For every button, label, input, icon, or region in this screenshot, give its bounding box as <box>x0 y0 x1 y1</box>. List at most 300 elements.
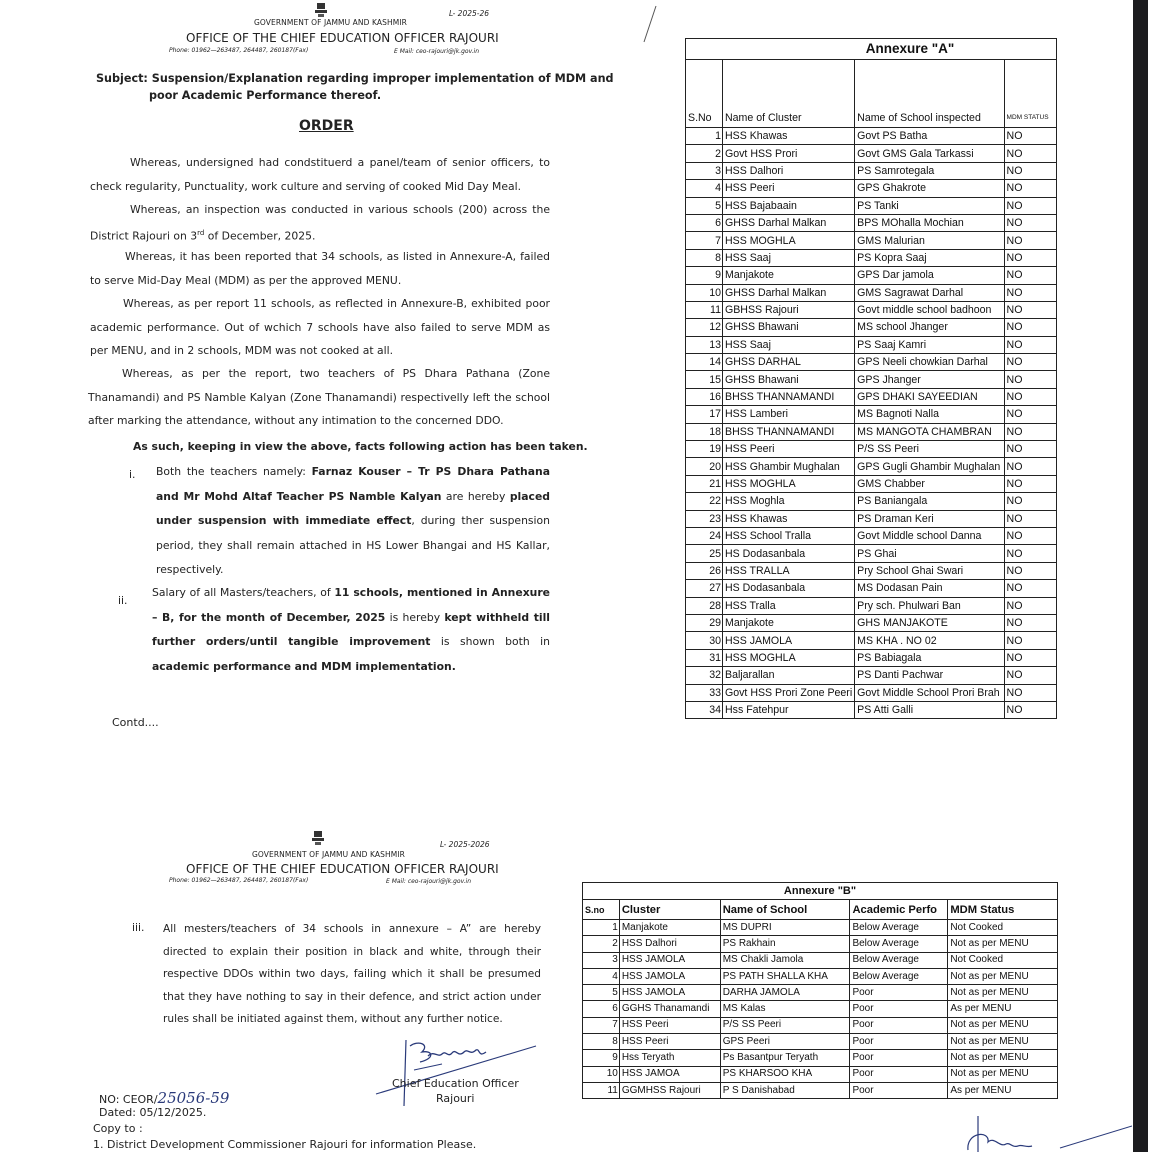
cell-school: PS Samrotegala <box>855 162 1004 179</box>
cell-mdm-status: NO <box>1004 614 1056 631</box>
cell-school: PS Kopra Saaj <box>855 249 1004 266</box>
cell-cluster: Manjakote <box>723 614 855 631</box>
office-phone: Phone: 01962—263487, 264487, 260187(Fax) <box>169 877 309 884</box>
cell-sno: 31 <box>686 649 723 666</box>
cell-cluster: HSS Peeri <box>723 180 855 197</box>
table-row <box>686 597 1057 614</box>
table-row <box>583 1034 1058 1050</box>
cell-cluster: HS Dodasanbala <box>723 580 855 597</box>
subject-line-2: poor Academic Performance thereof. <box>149 89 382 102</box>
cell-mdm-status: As per MENU <box>948 1001 1058 1017</box>
ordinal-suffix: rd <box>197 228 205 237</box>
cell-cluster: GHSS Darhal Malkan <box>723 214 855 231</box>
cell-cluster: BHSS THANNAMANDI <box>723 388 855 405</box>
cell-school: Ps Basantpur Teryath <box>720 1050 850 1066</box>
item-1-text-c: are hereby <box>441 489 510 503</box>
cell-mdm-status: NO <box>1004 162 1056 179</box>
table-row <box>686 562 1057 579</box>
cell-school: Govt Middle School Prori Brah <box>855 684 1004 701</box>
cell-school: PS Saaj Kamri <box>855 336 1004 353</box>
cell-sno: 10 <box>583 1066 620 1082</box>
header-mdm-status: MDM STATUS <box>1004 60 1056 128</box>
item-2-text-a: Salary of all Masters/teachers, of <box>152 586 335 599</box>
cell-sno: 4 <box>686 180 723 197</box>
copy-recipient-1: 1. District Development Commissioner Rajouri for information Please. <box>93 1138 477 1151</box>
cell-mdm-status: NO <box>1004 354 1056 371</box>
table-row <box>686 214 1057 231</box>
letter-number: L- 2025-2026 <box>440 840 490 849</box>
table-row <box>686 319 1057 336</box>
cell-mdm-status: As per MENU <box>948 1082 1058 1098</box>
cell-school: GPS Peeri <box>720 1034 850 1050</box>
table-row <box>686 162 1057 179</box>
cell-academic-performance: Below Average <box>850 952 948 968</box>
item-1-teachers: Farnaz Kouser – Tr PS Dhara Pathana and Mr Mohd Altaf Teacher PS Namble Kalyan <box>156 465 551 503</box>
cell-sno: 18 <box>686 423 723 440</box>
table-row <box>583 985 1058 1001</box>
header-cluster: Cluster <box>619 900 720 920</box>
cell-academic-performance: Poor <box>850 1066 948 1082</box>
cell-mdm-status: Not as per MENU <box>948 1034 1058 1050</box>
cell-mdm-status: NO <box>1004 301 1056 318</box>
annexure-a-body <box>686 128 1057 719</box>
cell-school: P/S SS Peeri <box>720 1017 850 1033</box>
table-row <box>686 197 1057 214</box>
table-row <box>686 336 1057 353</box>
cell-sno: 14 <box>686 354 723 371</box>
cell-academic-performance: Poor <box>850 985 948 1001</box>
table-row <box>686 667 1057 684</box>
cell-cluster: HSS Ghambir Mughalan <box>723 458 855 475</box>
cell-cluster: HSS Tralla <box>723 597 855 614</box>
table-row <box>583 952 1058 968</box>
item-1-text-a: Both the teachers namely: <box>156 465 312 478</box>
cell-sno: 8 <box>583 1034 620 1050</box>
cell-mdm-status: NO <box>1004 510 1056 527</box>
order-number <box>99 1089 229 1107</box>
annexure-a-title-row <box>686 39 1057 60</box>
cell-cluster: HSS Dalhori <box>723 162 855 179</box>
cell-cluster: HSS Saaj <box>723 249 855 266</box>
cell-mdm-status: NO <box>1004 319 1056 336</box>
table-row <box>686 388 1057 405</box>
table-row <box>583 936 1058 952</box>
table-row <box>686 301 1057 318</box>
cell-school: PS Babiagala <box>855 649 1004 666</box>
cell-sno: 9 <box>583 1050 620 1066</box>
cell-cluster: HSS JAMOLA <box>619 952 720 968</box>
cell-mdm-status: NO <box>1004 214 1056 231</box>
cell-cluster: HSS Dalhori <box>619 936 720 952</box>
item-1-text-e: , during ther suspension period, they shall remain attached in HS Lower Bhangai and HS Kallar, respectively. <box>156 514 550 576</box>
cell-cluster: GHSS Bhawani <box>723 319 855 336</box>
cell-school: PS Tanki <box>855 197 1004 214</box>
cell-mdm-status: NO <box>1004 493 1056 510</box>
cell-cluster: HSS School Tralla <box>723 527 855 544</box>
cell-sno: 2 <box>686 145 723 162</box>
cell-sno: 3 <box>583 952 620 968</box>
cell-sno: 19 <box>686 441 723 458</box>
item-2-performance: academic performance and MDM implementation. <box>152 659 456 673</box>
cell-mdm-status: NO <box>1004 562 1056 579</box>
cell-cluster: HSS Peeri <box>619 1034 720 1050</box>
cell-sno: 22 <box>686 493 723 510</box>
cell-mdm-status: NO <box>1004 423 1056 440</box>
cell-school: GPS DHAKI SAYEEDIAN <box>855 388 1004 405</box>
annexure-b-title: Annexure "B" <box>583 883 1058 900</box>
office-name: OFFICE OF THE CHIEF EDUCATION OFFICER RAJOURI <box>186 862 499 876</box>
cell-academic-performance: Poor <box>850 1082 948 1098</box>
cell-sno: 12 <box>686 319 723 336</box>
cell-school: MS MANGOTA CHAMBRAN <box>855 423 1004 440</box>
cell-sno: 24 <box>686 527 723 544</box>
cell-sno: 11 <box>686 301 723 318</box>
cell-cluster: GHSS Bhawani <box>723 371 855 388</box>
header-sno: S.No <box>686 60 723 128</box>
cell-academic-performance: Poor <box>850 1050 948 1066</box>
office-email: E Mail: ceo-rajouri@jk.gov.in <box>386 878 472 885</box>
cell-mdm-status: NO <box>1004 336 1056 353</box>
annexure-b-body <box>583 920 1058 1099</box>
cell-academic-performance: Below Average <box>850 968 948 984</box>
cell-mdm-status: Not Cooked <box>948 920 1058 936</box>
cell-sno: 34 <box>686 701 723 718</box>
cell-school: DARHA JAMOLA <box>720 985 850 1001</box>
cell-cluster: HSS JAMOA <box>619 1066 720 1082</box>
cell-mdm-status: NO <box>1004 388 1056 405</box>
government-name: GOVERNMENT OF JAMMU AND KASHMIR <box>254 18 407 27</box>
table-row <box>686 510 1057 527</box>
cell-mdm-status: NO <box>1004 667 1056 684</box>
cell-mdm-status: NO <box>1004 580 1056 597</box>
paragraph-inspection-text: Whereas, an inspection was conducted in various schools (200) across the District Rajouri on 3 <box>90 203 550 243</box>
cell-school: GMS Sagrawat Darhal <box>855 284 1004 301</box>
page-edge-mark <box>640 4 660 44</box>
cell-school: PS Atti Galli <box>855 701 1004 718</box>
office-phone: Phone: 01962—263487, 264487, 260187(Fax) <box>169 47 309 54</box>
cell-mdm-status: Not as per MENU <box>948 1050 1058 1066</box>
cell-mdm-status: Not as per MENU <box>948 936 1058 952</box>
state-emblem-icon <box>310 830 326 846</box>
cell-cluster: Manjakote <box>723 267 855 284</box>
cell-school: GPS Neeli chowkian Darhal <box>855 354 1004 371</box>
table-row <box>583 1017 1058 1033</box>
cell-cluster: HSS Moghla <box>723 493 855 510</box>
signatory-place: Rajouri <box>436 1092 475 1105</box>
cell-mdm-status: NO <box>1004 701 1056 718</box>
order-number-handwritten: 25056-59 <box>157 1089 230 1107</box>
cell-sno: 23 <box>686 510 723 527</box>
cell-cluster: HSS JAMOLA <box>619 985 720 1001</box>
cell-school: MS Chakli Jamola <box>720 952 850 968</box>
cell-school: MS Dodasan Pain <box>855 580 1004 597</box>
cell-school: Pry School Ghai Swari <box>855 562 1004 579</box>
table-row <box>686 527 1057 544</box>
paragraph-inspection <box>90 198 550 248</box>
table-row <box>686 371 1057 388</box>
cell-school: GMS Malurian <box>855 232 1004 249</box>
cell-mdm-status: NO <box>1004 406 1056 423</box>
cell-school: BPS MOhalla Mochian <box>855 214 1004 231</box>
cell-sno: 29 <box>686 614 723 631</box>
cell-academic-performance: Poor <box>850 1017 948 1033</box>
cell-school: GHS MANJAKOTE <box>855 614 1004 631</box>
annexure-a-title: Annexure "A" <box>686 39 1057 60</box>
cell-mdm-status: NO <box>1004 197 1056 214</box>
item-2-text-e: is shown both in <box>430 635 550 648</box>
paragraph-annexure-a: Whereas, it has been reported that 34 schools, as listed in Annexure-A, failed to serve Mid-Day Meal (MDM) as per the approved MENU. <box>90 250 550 287</box>
table-row <box>686 180 1057 197</box>
annexure-b-title-row <box>583 883 1058 900</box>
cell-school: Govt Middle school Danna <box>855 527 1004 544</box>
cell-cluster: GHSS Darhal Malkan <box>723 284 855 301</box>
cell-cluster: Hss Teryath <box>619 1050 720 1066</box>
item-1-suspension-effect: placed under suspension with immediate effect <box>156 489 550 527</box>
cell-school: GPS Jhanger <box>855 371 1004 388</box>
table-row <box>686 406 1057 423</box>
table-row <box>686 232 1057 249</box>
paragraph-annexure-b: Whereas, as per report 11 schools, as reflected in Annexure-B, exhibited poor academic performance. Out of wchich 7 schools have also failed to serve MDM as per MENU, and in 2 schools, MDM was not cooked at all. <box>90 297 550 357</box>
cell-sno: 6 <box>686 214 723 231</box>
cell-school: Pry sch. Phulwari Ban <box>855 597 1004 614</box>
cell-school: Govt PS Batha <box>855 128 1004 145</box>
cell-cluster: Hss Fatehpur <box>723 701 855 718</box>
cell-cluster: HS Dodasanbala <box>723 545 855 562</box>
cell-school: Govt middle school badhoon <box>855 301 1004 318</box>
cell-cluster: GBHSS Rajouri <box>723 301 855 318</box>
action-heading: As such, keeping in view the above, facts following action has been taken. <box>133 440 588 453</box>
cell-sno: 13 <box>686 336 723 353</box>
cell-mdm-status: NO <box>1004 649 1056 666</box>
cell-school: MS school Jhanger <box>855 319 1004 336</box>
table-row <box>583 1001 1058 1017</box>
table-row <box>686 458 1057 475</box>
item-1-suspension <box>156 460 550 583</box>
copy-to-label: Copy to : <box>93 1122 143 1135</box>
header-school-inspected: Name of School inspected <box>855 60 1004 128</box>
cell-sno: 21 <box>686 475 723 492</box>
cell-sno: 15 <box>686 371 723 388</box>
table-row <box>583 1082 1058 1098</box>
table-row <box>686 632 1057 649</box>
table-row <box>686 493 1057 510</box>
cell-sno: 27 <box>686 580 723 597</box>
cell-mdm-status: NO <box>1004 284 1056 301</box>
table-row <box>583 1050 1058 1066</box>
cell-school: GPS Dar jamola <box>855 267 1004 284</box>
table-row <box>686 701 1057 718</box>
cell-sno: 7 <box>583 1017 620 1033</box>
cell-cluster: HSS MOGHLA <box>723 649 855 666</box>
cell-sno: 8 <box>686 249 723 266</box>
cell-sno: 5 <box>583 985 620 1001</box>
cell-sno: 33 <box>686 684 723 701</box>
cell-mdm-status: NO <box>1004 249 1056 266</box>
cell-cluster: GGHS Thanamandi <box>619 1001 720 1017</box>
annexure-signature <box>960 1112 1132 1152</box>
annexure-b-header-row <box>583 900 1058 920</box>
table-row <box>686 267 1057 284</box>
cell-cluster: HSS JAMOLA <box>723 632 855 649</box>
cell-cluster: HSS Lamberi <box>723 406 855 423</box>
cell-cluster: HSS TRALLA <box>723 562 855 579</box>
item-3-explanation: All mesters/teachers of 34 schools in annexure – A” are hereby directed to explain their position in black and white, through their respective DDOs within two days, failing which it shall be presumed that they have nothing to say in their defence, and strict action under rules shall be initiated against them, without any further notice. <box>163 923 541 1025</box>
cell-cluster: Govt HSS Prori Zone Peeri <box>723 684 855 701</box>
cell-cluster: Manjakote <box>619 920 720 936</box>
cell-sno: 4 <box>583 968 620 984</box>
office-email: E Mail: ceo-rajouri@jk.gov.in <box>394 48 480 55</box>
table-row <box>583 968 1058 984</box>
cell-mdm-status: NO <box>1004 545 1056 562</box>
cell-sno: 30 <box>686 632 723 649</box>
cell-school: P/S SS Peeri <box>855 441 1004 458</box>
cell-cluster: GGMHSS Rajouri <box>619 1082 720 1098</box>
cell-school: MS Bagnoti Nalla <box>855 406 1004 423</box>
cell-sno: 6 <box>583 1001 620 1017</box>
cell-school: PS Rakhain <box>720 936 850 952</box>
table-row <box>686 684 1057 701</box>
cell-sno: 32 <box>686 667 723 684</box>
cell-school: PS Ghai <box>855 545 1004 562</box>
header-school-name: Name of School <box>720 900 850 920</box>
signatory-title: Chief Education Officer <box>392 1077 519 1090</box>
order-title: ORDER <box>299 118 354 134</box>
item-3-number: iii. <box>132 921 145 934</box>
table-row <box>686 249 1057 266</box>
item-2-salary <box>152 581 550 679</box>
cell-mdm-status: Not as per MENU <box>948 985 1058 1001</box>
table-row <box>583 1066 1058 1082</box>
cell-mdm-status: NO <box>1004 180 1056 197</box>
cell-school: MS DUPRI <box>720 920 850 936</box>
cell-academic-performance: Below Average <box>850 936 948 952</box>
cell-sno: 16 <box>686 388 723 405</box>
paragraph-inspection-date: of December, 2025. <box>204 229 316 243</box>
table-row <box>686 128 1057 145</box>
cell-school: PS PATH SHALLA KHA <box>720 968 850 984</box>
paragraph-teachers: Whereas, as per the report, two teachers of PS Dhara Pathana (Zone Thanamandi) and PS Namble Kalyan (Zone Thanamandi) respectivelly left the school after marking the attendance, without any intimation to the concerned DDO. <box>88 367 550 427</box>
table-row <box>686 614 1057 631</box>
continued-note: Contd.... <box>112 716 159 729</box>
cell-academic-performance: Poor <box>850 1034 948 1050</box>
cell-school: PS Baniangala <box>855 493 1004 510</box>
cell-mdm-status: NO <box>1004 527 1056 544</box>
table-row <box>583 920 1058 936</box>
cell-cluster: HSS Saaj <box>723 336 855 353</box>
paragraph-panel-constitution: Whereas, undersigned had condstituerd a panel/team of senior officers, to check regularity, Punctuality, work culture and serving of cooked Mid Day Meal. <box>90 156 550 193</box>
government-name: GOVERNMENT OF JAMMU AND KASHMIR <box>252 850 405 859</box>
table-row <box>686 545 1057 562</box>
cell-sno: 1 <box>686 128 723 145</box>
cell-sno: 26 <box>686 562 723 579</box>
cell-mdm-status: NO <box>1004 441 1056 458</box>
item-2-number: ii. <box>118 594 128 607</box>
cell-mdm-status: NO <box>1004 267 1056 284</box>
cell-school: GPS Gugli Ghambir Mughalan <box>855 458 1004 475</box>
cell-school: GMS Chabber <box>855 475 1004 492</box>
cell-school: PS Danti Pachwar <box>855 667 1004 684</box>
annexure-a-table <box>685 38 1057 719</box>
table-row <box>686 145 1057 162</box>
cell-school: Govt GMS Gala Tarkassi <box>855 145 1004 162</box>
cell-mdm-status: Not as per MENU <box>948 1017 1058 1033</box>
cell-cluster: GHSS DARHAL <box>723 354 855 371</box>
cell-academic-performance: Poor <box>850 1001 948 1017</box>
item-1-number: i. <box>129 468 136 481</box>
cell-school: P S Danishabad <box>720 1082 850 1098</box>
table-row <box>686 284 1057 301</box>
cell-sno: 25 <box>686 545 723 562</box>
cell-cluster: Govt HSS Prori <box>723 145 855 162</box>
order-number-label: NO: CEOR/ <box>99 1093 158 1106</box>
cell-sno: 5 <box>686 197 723 214</box>
cell-cluster: HSS MOGHLA <box>723 475 855 492</box>
cell-mdm-status: NO <box>1004 597 1056 614</box>
cell-cluster: Baljarallan <box>723 667 855 684</box>
cell-sno: 9 <box>686 267 723 284</box>
cell-mdm-status: NO <box>1004 684 1056 701</box>
cell-mdm-status: Not Cooked <box>948 952 1058 968</box>
cell-sno: 28 <box>686 597 723 614</box>
cell-mdm-status: NO <box>1004 475 1056 492</box>
scan-edge-bar <box>1133 0 1148 1152</box>
table-row <box>686 580 1057 597</box>
annexure-a-header-row <box>686 60 1057 128</box>
cell-mdm-status: NO <box>1004 632 1056 649</box>
cell-sno: 11 <box>583 1082 620 1098</box>
cell-cluster: HSS Khawas <box>723 128 855 145</box>
cell-mdm-status: NO <box>1004 128 1056 145</box>
table-row <box>686 423 1057 440</box>
table-row <box>686 649 1057 666</box>
cell-mdm-status: Not as per MENU <box>948 1066 1058 1082</box>
order-date: Dated: 05/12/2025. <box>99 1106 207 1119</box>
cell-sno: 3 <box>686 162 723 179</box>
table-row <box>686 475 1057 492</box>
cell-cluster: HSS Peeri <box>723 441 855 458</box>
item-2-text-c: is hereby <box>385 610 445 624</box>
cell-mdm-status: NO <box>1004 145 1056 162</box>
annexure-b-table <box>582 882 1058 1099</box>
subject <box>96 70 614 104</box>
cell-mdm-status: NO <box>1004 458 1056 475</box>
header-sno: S.no <box>583 900 620 920</box>
cell-cluster: HSS Khawas <box>723 510 855 527</box>
cell-sno: 10 <box>686 284 723 301</box>
cell-sno: 7 <box>686 232 723 249</box>
cell-school: MS Kalas <box>720 1001 850 1017</box>
header-mdm-status: MDM Status <box>948 900 1058 920</box>
state-emblem-icon <box>313 2 329 18</box>
cell-sno: 17 <box>686 406 723 423</box>
cell-academic-performance: Below Average <box>850 920 948 936</box>
cell-cluster: HSS Bajabaain <box>723 197 855 214</box>
cell-school: GPS Ghakrote <box>855 180 1004 197</box>
letter-number: L- 2025-26 <box>449 9 490 18</box>
header-academic-performance: Academic Perfo <box>850 900 948 920</box>
cell-mdm-status: NO <box>1004 232 1056 249</box>
cell-sno: 2 <box>583 936 620 952</box>
cell-sno: 1 <box>583 920 620 936</box>
cell-sno: 20 <box>686 458 723 475</box>
cell-cluster: BHSS THANNAMANDI <box>723 423 855 440</box>
item-2-withheld: kept withheld till further orders/until tangible improvement <box>152 610 550 648</box>
table-row <box>686 441 1057 458</box>
header-cluster: Name of Cluster <box>723 60 855 128</box>
cell-mdm-status: NO <box>1004 371 1056 388</box>
cell-cluster: HSS Peeri <box>619 1017 720 1033</box>
item-2-schools: 11 schools, mentioned in Annexure – B, for the month of December, 2025 <box>152 586 550 624</box>
